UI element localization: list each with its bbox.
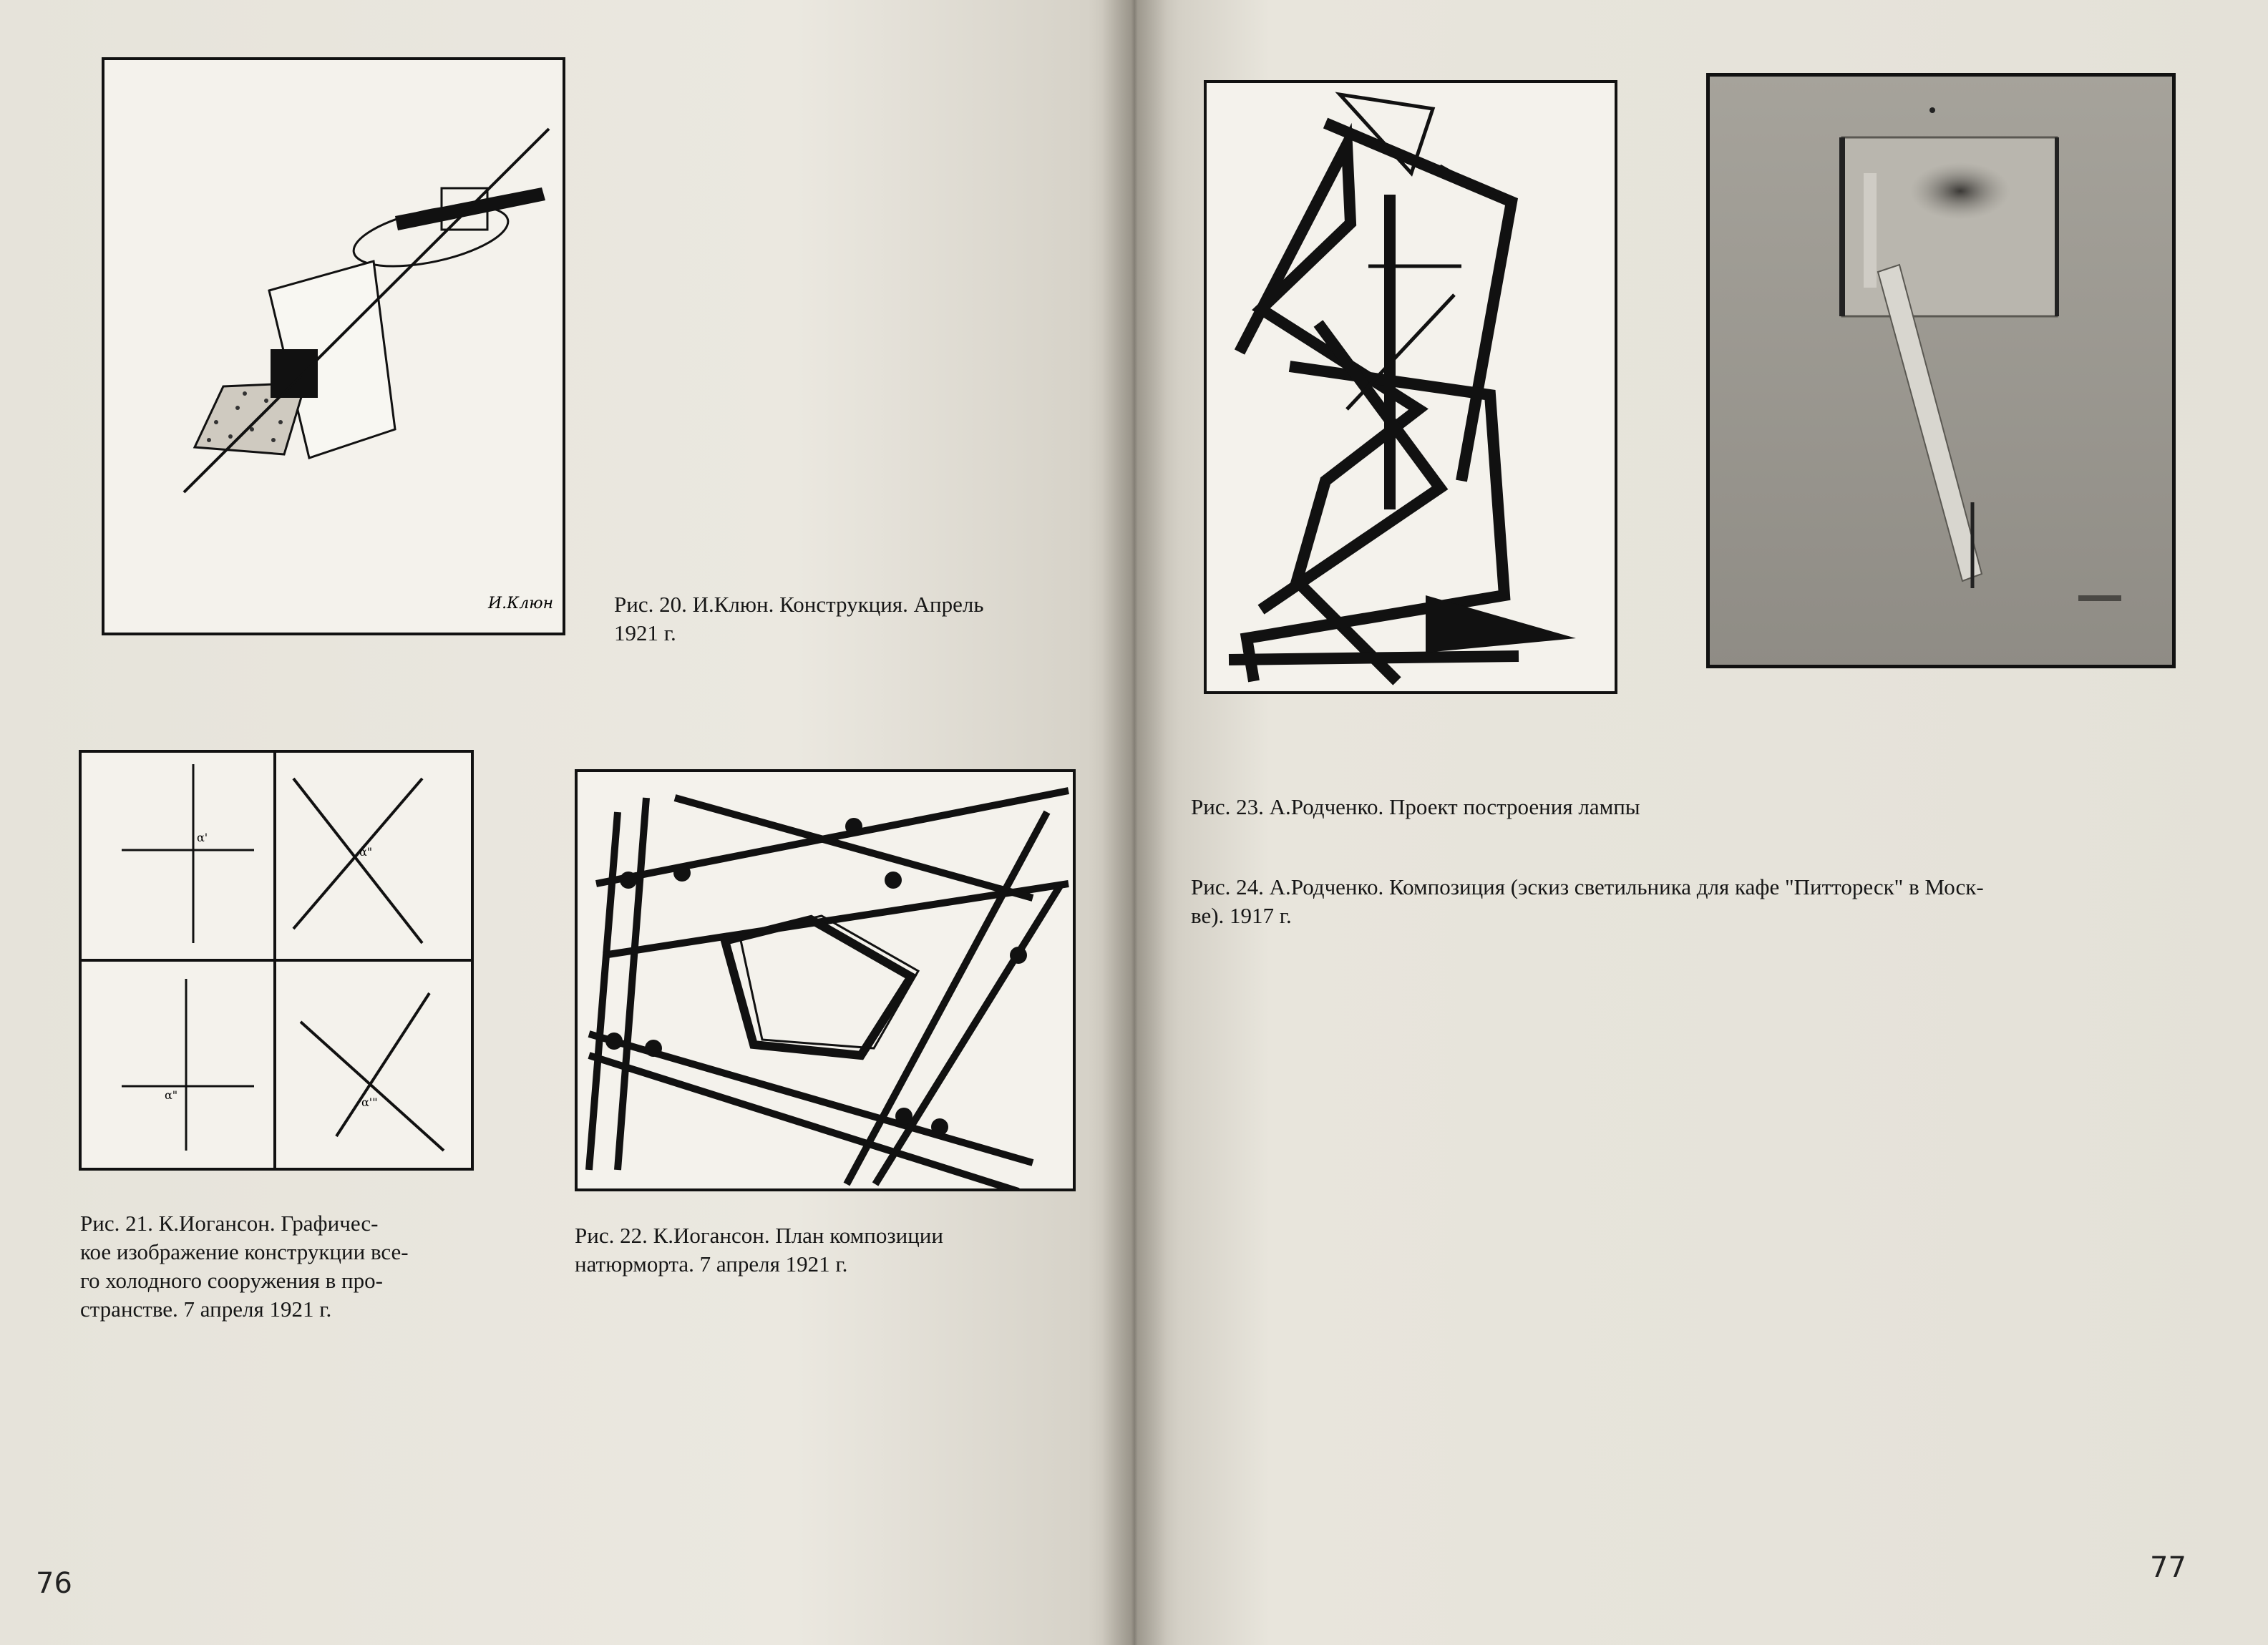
figure-21-ioganson-graphic xyxy=(79,750,474,1171)
figure-22-caption xyxy=(575,1221,1083,1279)
figure-24-caption-line2: ве). 1917 г. xyxy=(1191,903,1292,928)
figure-21-caption-line3: го холодного сооружения в про- xyxy=(80,1268,383,1293)
figure-23-drawing xyxy=(1204,80,1617,694)
label-alpha-4: α'" xyxy=(361,1095,378,1109)
label-alpha-1: α' xyxy=(197,831,208,844)
figure-22-caption-line1: Рис. 22. К.Иогансон. План композиции xyxy=(575,1223,943,1248)
label-alpha-2: α" xyxy=(359,845,373,859)
figure-24-caption xyxy=(1191,873,2193,930)
page-number-right: 77 xyxy=(2150,1551,2186,1584)
figure-21-caption-line2: кое изображение конструкции все- xyxy=(80,1239,409,1264)
figure-24-caption-line1: Рис. 24. А.Родченко. Композиция (эскиз светильника для кафе "Питтореск" в Моск- xyxy=(1191,874,1984,899)
right-page xyxy=(1134,0,2268,1645)
figure-21-caption-line1: Рис. 21. К.Иогансон. Графичес- xyxy=(80,1211,379,1236)
figure-20-caption-line1: Рис. 20. И.Клюн. Конструкция. Апрель xyxy=(614,592,984,617)
figure-20-caption-line2: 1921 г. xyxy=(614,620,676,645)
book-gutter xyxy=(1102,0,1167,1645)
figure-20-signature: И.Клюн xyxy=(488,595,554,612)
figure-20-klyun-construction xyxy=(102,57,565,635)
figure-22-ioganson-plan xyxy=(575,769,1076,1191)
figure-21-drawing xyxy=(79,750,474,1171)
figure-20-caption xyxy=(614,590,1086,648)
figure-24-photo xyxy=(1706,73,2176,668)
figure-20-drawing xyxy=(102,57,565,635)
figure-24-rodchenko-composition xyxy=(1706,73,2176,668)
page-number-left: 76 xyxy=(36,1567,72,1600)
figure-23-rodchenko-lamp xyxy=(1204,80,1617,694)
label-alpha-3: α" xyxy=(165,1088,178,1102)
figure-21-caption xyxy=(80,1209,481,1324)
figure-22-caption-line2: натюрморта. 7 апреля 1921 г. xyxy=(575,1251,848,1277)
figure-22-drawing xyxy=(575,769,1076,1191)
figure-23-caption: Рис. 23. А.Родченко. Проект построения лампы xyxy=(1191,794,1640,819)
figure-21-caption-line4: странстве. 7 апреля 1921 г. xyxy=(80,1297,332,1322)
